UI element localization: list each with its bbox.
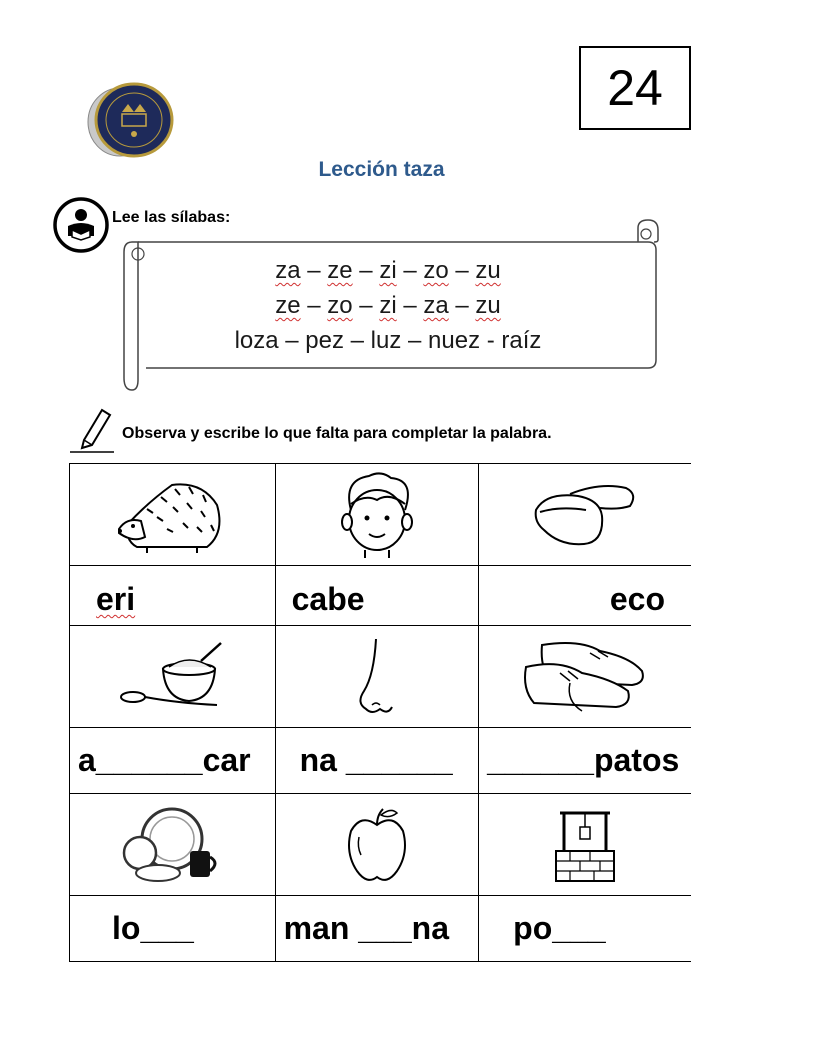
syllable-separator: – <box>300 257 328 284</box>
picture-cell <box>70 464 276 566</box>
lesson-title: Lección taza <box>318 158 445 181</box>
word-cell <box>479 728 691 794</box>
word-prompt: lo___ <box>112 910 194 946</box>
picture-cell <box>479 626 691 728</box>
wooden-clogs-icon <box>530 480 640 550</box>
word-prompt: na ______ <box>299 742 453 778</box>
syllable-separator: – <box>396 257 424 284</box>
picture-cell <box>70 626 276 728</box>
school-seal-logo <box>86 82 176 158</box>
syllable-separator: – <box>448 257 476 284</box>
word-prompt: man ___na <box>283 910 450 946</box>
word-cell <box>479 896 691 962</box>
word-cell <box>70 728 276 794</box>
syllable-separator: – <box>352 257 380 284</box>
image-row <box>70 794 692 896</box>
syllable: zi <box>379 292 397 319</box>
boy-face-icon <box>329 470 425 560</box>
image-row <box>70 626 692 728</box>
syllable: zi <box>379 257 397 284</box>
syllable: za <box>275 257 301 284</box>
read-syllables-instruction: Lee las sílabas: <box>112 209 231 226</box>
pencil-icon <box>70 404 116 454</box>
word-cell <box>70 566 276 626</box>
word-row <box>70 566 692 626</box>
word-row <box>70 896 692 962</box>
reading-person-icon <box>52 196 110 254</box>
picture-cell <box>479 464 691 566</box>
syllable-separator: – <box>448 292 476 319</box>
hedgehog-icon <box>117 473 227 557</box>
dishes-icon <box>122 805 222 885</box>
word-cell <box>479 566 691 626</box>
syllable: zo <box>423 257 449 284</box>
word-cell <box>275 896 479 962</box>
syllable: zu <box>475 257 501 284</box>
shoes-icon <box>520 637 650 717</box>
syllable: zo <box>327 292 353 319</box>
page-number: 24 <box>607 60 663 116</box>
syllable-separator: – <box>352 292 380 319</box>
syllable-line-1 <box>138 257 638 285</box>
syllable: ze <box>327 257 353 284</box>
sugar-bowl-spoon-icon <box>117 639 227 715</box>
image-row <box>70 464 692 566</box>
word-row <box>70 728 692 794</box>
word-prompt: cabe <box>291 581 365 617</box>
word-prompt: a______car <box>78 742 251 778</box>
word-prompt: eco <box>609 581 665 617</box>
water-well-icon <box>550 803 620 887</box>
word-cell <box>70 896 276 962</box>
picture-cell <box>275 794 479 896</box>
syllable: zu <box>475 292 501 319</box>
syllable-separator: – <box>300 292 328 319</box>
picture-cell <box>70 794 276 896</box>
page-number-box <box>579 46 691 130</box>
write-instruction: Observa y escribe lo que falta para completar la palabra. <box>122 425 552 442</box>
nose-icon <box>352 635 402 719</box>
word-cell <box>275 566 479 626</box>
word-cell <box>275 728 479 794</box>
word-prompt: po___ <box>513 910 606 946</box>
syllable: ze <box>275 292 301 319</box>
picture-cell <box>275 626 479 728</box>
word-prompt: ______patos <box>487 742 680 778</box>
picture-word-grid <box>69 463 691 962</box>
apple-icon <box>345 805 409 885</box>
picture-cell <box>479 794 691 896</box>
syllable-line-3: loza – pez – luz – nuez - raíz <box>234 327 542 354</box>
word-prompt: eri <box>96 581 136 617</box>
syllable-separator: – <box>396 292 424 319</box>
syllable: za <box>423 292 449 319</box>
picture-cell <box>275 464 479 566</box>
syllable-line-2 <box>138 292 638 320</box>
